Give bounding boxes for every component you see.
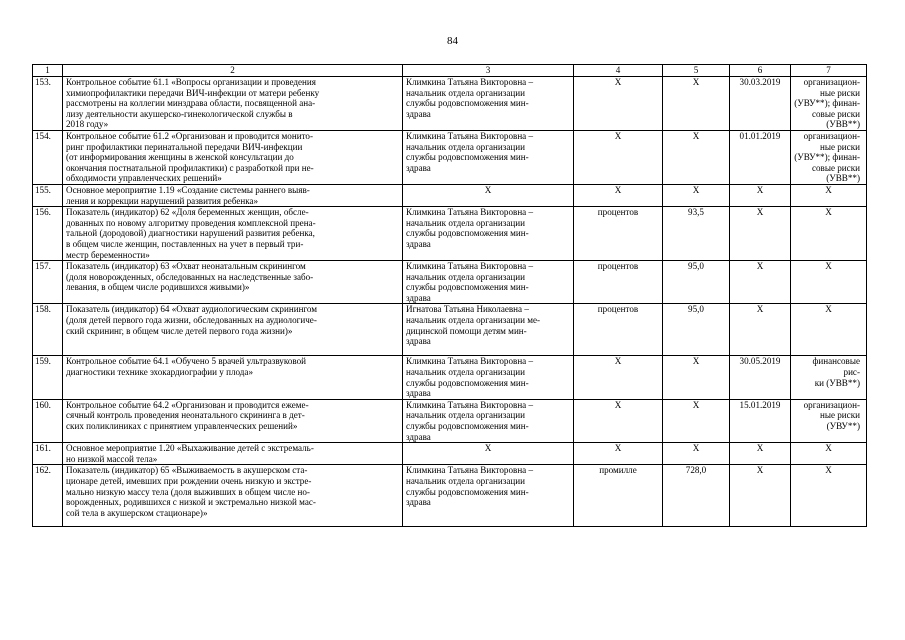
responsible-line: начальник отдела организации	[406, 367, 525, 378]
value-cell	[663, 184, 730, 206]
row-number-cell	[33, 399, 63, 442]
indicator-value: 95,0	[688, 261, 704, 272]
plan-table	[32, 64, 867, 527]
responsible-line: здрава	[406, 497, 431, 508]
responsible-line: Климкина Татьяна Викторовна –	[406, 356, 534, 367]
unit-cell	[574, 130, 663, 184]
description-line: мально низкую массу тела (доля выживших в общем числе но-	[66, 486, 310, 497]
date-cell	[730, 443, 791, 465]
row-number-cell	[33, 207, 63, 261]
row-number-cell	[33, 130, 63, 184]
row-number: 162.	[35, 465, 51, 476]
risk-line: финансовые рис-	[812, 356, 860, 378]
date-value: 15.01.2019	[739, 399, 781, 410]
date-cell	[730, 465, 791, 527]
table-row	[33, 261, 867, 304]
unit-cell	[574, 261, 663, 304]
responsible-cell	[403, 184, 574, 206]
unit-cell	[574, 207, 663, 261]
page-number: 84	[447, 35, 458, 47]
unit-cell	[574, 399, 663, 442]
row-number-cell	[33, 304, 63, 356]
description-line: Основное мероприятие 1.19 «Создание системы раннего выяв-	[66, 184, 310, 195]
risk-cell	[791, 184, 867, 206]
description-line: Основное мероприятие 1.20 «Выхаживание детей с экстремаль-	[66, 443, 314, 454]
description-line: дованных по новому алгоритму проведения комплексной прена-	[66, 217, 316, 228]
indicator-value: 95,0	[688, 304, 704, 315]
table-row	[33, 465, 867, 527]
description-line: но низкой массой тела»	[66, 453, 158, 464]
date-value: X	[756, 304, 764, 315]
unit-value: процентов	[597, 261, 639, 272]
description-line: сой тела в акушерском стационаре)»	[66, 507, 208, 518]
table-row	[33, 356, 867, 399]
responsible-line: здрава	[406, 292, 431, 303]
responsible-line: Климкина Татьяна Викторовна –	[406, 207, 534, 218]
value-cell	[663, 261, 730, 304]
description-cell	[63, 443, 403, 465]
responsible-cell	[403, 356, 574, 399]
date-value: 30.05.2019	[739, 356, 781, 367]
unit-value: промилле	[599, 465, 637, 476]
row-number: 160.	[35, 399, 51, 410]
unit-cell	[574, 304, 663, 356]
unit-value: процентов	[597, 207, 639, 218]
table-row	[33, 443, 867, 465]
responsible-line: Климкина Татьяна Викторовна –	[406, 130, 534, 141]
date-value: X	[756, 465, 764, 476]
column-header: 5	[663, 65, 730, 77]
risk-line: ки (УВВ**)	[814, 377, 860, 388]
date-cell	[730, 261, 791, 304]
responsible-line: Климкина Татьяна Викторовна –	[406, 77, 534, 87]
row-number-cell	[33, 443, 63, 465]
description-line: ринг профилактики перинатальной передачи ВИЧ-инфекции	[66, 141, 303, 152]
column-header: 2	[63, 65, 403, 77]
column-header: 1	[33, 65, 63, 77]
description-line: (доля новорожденных, обследованных на наследственные забо-	[66, 271, 314, 282]
description-line: сячный контроль проведения неонатального скрининга в дет-	[66, 410, 305, 421]
value-cell	[663, 465, 730, 527]
date-value: X	[756, 207, 764, 218]
description-line: Контрольное событие 61.2 «Организован и проводится монито-	[66, 130, 314, 141]
unit-value: X	[614, 443, 622, 454]
description-cell	[63, 399, 403, 442]
column-header: 3	[403, 65, 574, 77]
responsible-line: начальник отдела организации	[406, 476, 525, 486]
indicator-value: X	[692, 77, 700, 87]
responsible-line: службы родовспоможения мин-	[406, 486, 529, 497]
description-line: рассмотрены на коллегии минздрава области, посвященной ана-	[66, 98, 316, 109]
description-line: ский скрининг, в общем числе детей первого года жизни)»	[66, 325, 293, 336]
row-number: 161.	[35, 443, 51, 454]
risk-line: совые риски	[811, 162, 860, 173]
date-cell	[730, 304, 791, 356]
date-value: 01.01.2019	[739, 130, 781, 141]
responsible-cell	[403, 207, 574, 261]
date-cell	[730, 356, 791, 399]
description-cell	[63, 304, 403, 356]
indicator-value: X	[692, 356, 700, 367]
responsible-line: Игнатова Татьяна Николаевна –	[406, 304, 529, 315]
risk-line: организацион-	[803, 77, 860, 87]
description-cell	[63, 356, 403, 399]
description-line: Показатель (индикатор) 62 «Доля беременных женщин, обсле-	[66, 207, 309, 218]
risk-cell	[791, 443, 867, 465]
description-line: Контрольное событие 64.1 «Обучено 5 врачей ультразвуковой	[66, 356, 307, 367]
risk-cell	[791, 130, 867, 184]
responsible-line: службы родовспоможения мин-	[406, 421, 529, 432]
description-line: в общем числе женщин, поставленных на учет в первый три-	[66, 238, 304, 249]
responsible-line: здрава	[406, 388, 431, 399]
responsible-line: службы родовспоможения мин-	[406, 98, 529, 109]
responsible-cell	[403, 304, 574, 356]
row-number: 153.	[35, 77, 51, 87]
row-number-cell	[33, 184, 63, 206]
date-cell	[730, 399, 791, 442]
indicator-value: X	[692, 184, 700, 195]
responsible-cell	[403, 77, 574, 131]
description-cell	[63, 130, 403, 184]
risk-line: X	[825, 465, 832, 476]
responsible-line: начальник отдела организации	[406, 271, 525, 282]
description-line: ворожденных, родившихся с низкой и экстремально низкой мас-	[66, 497, 316, 508]
description-line: Контрольное событие 61.1 «Вопросы организации и проведения	[66, 77, 316, 87]
responsible-cell	[403, 130, 574, 184]
unit-cell	[574, 356, 663, 399]
description-cell	[63, 184, 403, 206]
table-row	[33, 207, 867, 261]
value-cell	[663, 77, 730, 131]
description-line: ления и коррекции нарушений развития ребенка»	[66, 195, 259, 206]
unit-cell	[574, 465, 663, 527]
responsible-line: службы родовспоможения мин-	[406, 152, 529, 163]
date-cell	[730, 130, 791, 184]
unit-value: процентов	[597, 304, 639, 315]
description-line: 2018 году»	[66, 119, 109, 130]
table-row	[33, 130, 867, 184]
description-cell	[63, 261, 403, 304]
risk-line: (УВУ**)	[826, 421, 860, 432]
risk-line: X	[825, 261, 832, 272]
indicator-value: X	[692, 130, 700, 141]
risk-line: X	[825, 207, 832, 218]
description-line: левания, в общем числе родившихся живыми)»	[66, 282, 250, 293]
value-cell	[663, 399, 730, 442]
unit-value: X	[614, 77, 622, 87]
date-value: X	[756, 443, 764, 454]
responsible-line: Климкина Татьяна Викторовна –	[406, 465, 534, 476]
risk-line: X	[825, 443, 832, 454]
risk-cell	[791, 304, 867, 356]
row-number: 155.	[35, 184, 51, 195]
description-line: (от информирования женщины в женской консультации до	[66, 152, 294, 163]
responsible-line: X	[484, 443, 492, 454]
description-line: местр беременности»	[66, 249, 150, 260]
responsible-cell	[403, 261, 574, 304]
date-cell	[730, 207, 791, 261]
responsible-line: здрава	[406, 431, 431, 442]
description-line: Показатель (индикатор) 65 «Выживаемость в акушерском ста-	[66, 465, 308, 476]
description-line: тальной (дородовой) диагностики нарушений развития ребенка,	[66, 228, 315, 239]
description-line: окончания постнатальной профилактики) с разработкой при не-	[66, 162, 314, 173]
date-value: 30.03.2019	[739, 77, 781, 87]
risk-line: ные риски	[819, 141, 860, 152]
row-number: 158.	[35, 304, 51, 315]
value-cell	[663, 207, 730, 261]
responsible-line: начальник отдела организации	[406, 410, 525, 421]
risk-line: (УВУ**); финан-	[794, 152, 860, 163]
risk-cell	[791, 399, 867, 442]
date-cell	[730, 77, 791, 131]
responsible-line: начальник отдела организации	[406, 217, 525, 228]
column-header: 4	[574, 65, 663, 77]
description-cell	[63, 207, 403, 261]
risk-line: ные риски	[819, 410, 860, 421]
responsible-line: дицинской помощи детям мин-	[406, 325, 527, 336]
indicator-value: X	[692, 443, 700, 454]
table-row	[33, 304, 867, 356]
value-cell	[663, 130, 730, 184]
row-number-cell	[33, 356, 63, 399]
indicator-value: 93,5	[688, 207, 704, 218]
responsible-line: службы родовспоможения мин-	[406, 282, 529, 293]
row-number: 156.	[35, 207, 51, 218]
risk-line: X	[825, 184, 832, 195]
description-line: Показатель (индикатор) 63 «Охват неонатальным скринингом	[66, 261, 306, 272]
risk-cell	[791, 465, 867, 527]
date-value: X	[756, 261, 764, 272]
responsible-line: здрава	[406, 162, 431, 173]
risk-cell	[791, 77, 867, 131]
value-cell	[663, 356, 730, 399]
responsible-cell	[403, 443, 574, 465]
responsible-line: здрава	[406, 336, 431, 347]
responsible-cell	[403, 399, 574, 442]
row-number: 157.	[35, 261, 51, 272]
responsible-line: Климкина Татьяна Викторовна –	[406, 399, 534, 410]
risk-cell	[791, 261, 867, 304]
responsible-line: здрава	[406, 238, 431, 249]
responsible-cell	[403, 465, 574, 527]
risk-line: организацион-	[803, 130, 860, 141]
row-number-cell	[33, 77, 63, 131]
row-number-cell	[33, 261, 63, 304]
responsible-line: X	[484, 184, 492, 195]
description-line: химиопрофилактики передачи ВИЧ-инфекции от матери ребенку	[66, 87, 320, 98]
risk-line: (УВВ**)	[826, 173, 860, 184]
responsible-line: службы родовспоможения мин-	[406, 228, 529, 239]
value-cell	[663, 304, 730, 356]
row-number-cell	[33, 465, 63, 527]
unit-value: X	[614, 184, 622, 195]
responsible-line: начальник отдела организации ме-	[406, 315, 541, 326]
risk-line: ные риски	[819, 87, 860, 98]
table-row	[33, 399, 867, 442]
description-line: (доля детей первого года жизни, обследованных на аудиологиче-	[66, 315, 317, 326]
unit-cell	[574, 77, 663, 131]
responsible-line: Климкина Татьяна Викторовна –	[406, 261, 534, 272]
description-cell	[63, 465, 403, 527]
date-value: X	[756, 184, 764, 195]
description-line: обходимости управленческих решений»	[66, 173, 222, 184]
indicator-value: 728,0	[685, 465, 707, 476]
risk-cell	[791, 207, 867, 261]
responsible-line: здрава	[406, 108, 431, 119]
risk-line: X	[825, 304, 832, 315]
unit-value: X	[614, 130, 622, 141]
column-header: 7	[791, 65, 867, 77]
risk-line: организацион-	[803, 399, 860, 410]
row-number: 159.	[35, 356, 51, 367]
indicator-value: X	[692, 399, 700, 410]
date-cell	[730, 184, 791, 206]
description-line: Показатель (индикатор) 64 «Охват аудиологическим скринингом	[66, 304, 318, 315]
table-row	[33, 184, 867, 206]
risk-cell	[791, 356, 867, 399]
row-number: 154.	[35, 130, 51, 141]
risk-line: (УВУ**); финан-	[794, 98, 860, 109]
unit-value: X	[614, 399, 622, 410]
column-header: 6	[730, 65, 791, 77]
risk-line: совые риски	[811, 108, 860, 119]
description-line: ционаре детей, имевших при рождении очень низкую и экстре-	[66, 476, 312, 486]
unit-value: X	[614, 356, 622, 367]
description-cell	[63, 77, 403, 131]
risk-line: (УВВ**)	[826, 119, 860, 130]
table-row	[33, 77, 867, 131]
description-line: лизу деятельности акушерско-гинекологической службы в	[66, 108, 293, 119]
responsible-line: начальник отдела организации	[406, 141, 525, 152]
value-cell	[663, 443, 730, 465]
description-line: диагностики технике эхокардиографии у плода»	[66, 367, 254, 378]
unit-cell	[574, 184, 663, 206]
responsible-line: начальник отдела организации	[406, 87, 525, 98]
description-line: Контрольное событие 64.2 «Организован и проводится ежеме-	[66, 399, 309, 410]
header-row	[33, 65, 867, 77]
description-line: ских поликлиниках с принятием управленческих решений»	[66, 421, 298, 432]
unit-cell	[574, 443, 663, 465]
responsible-line: службы родовспоможения мин-	[406, 377, 529, 388]
